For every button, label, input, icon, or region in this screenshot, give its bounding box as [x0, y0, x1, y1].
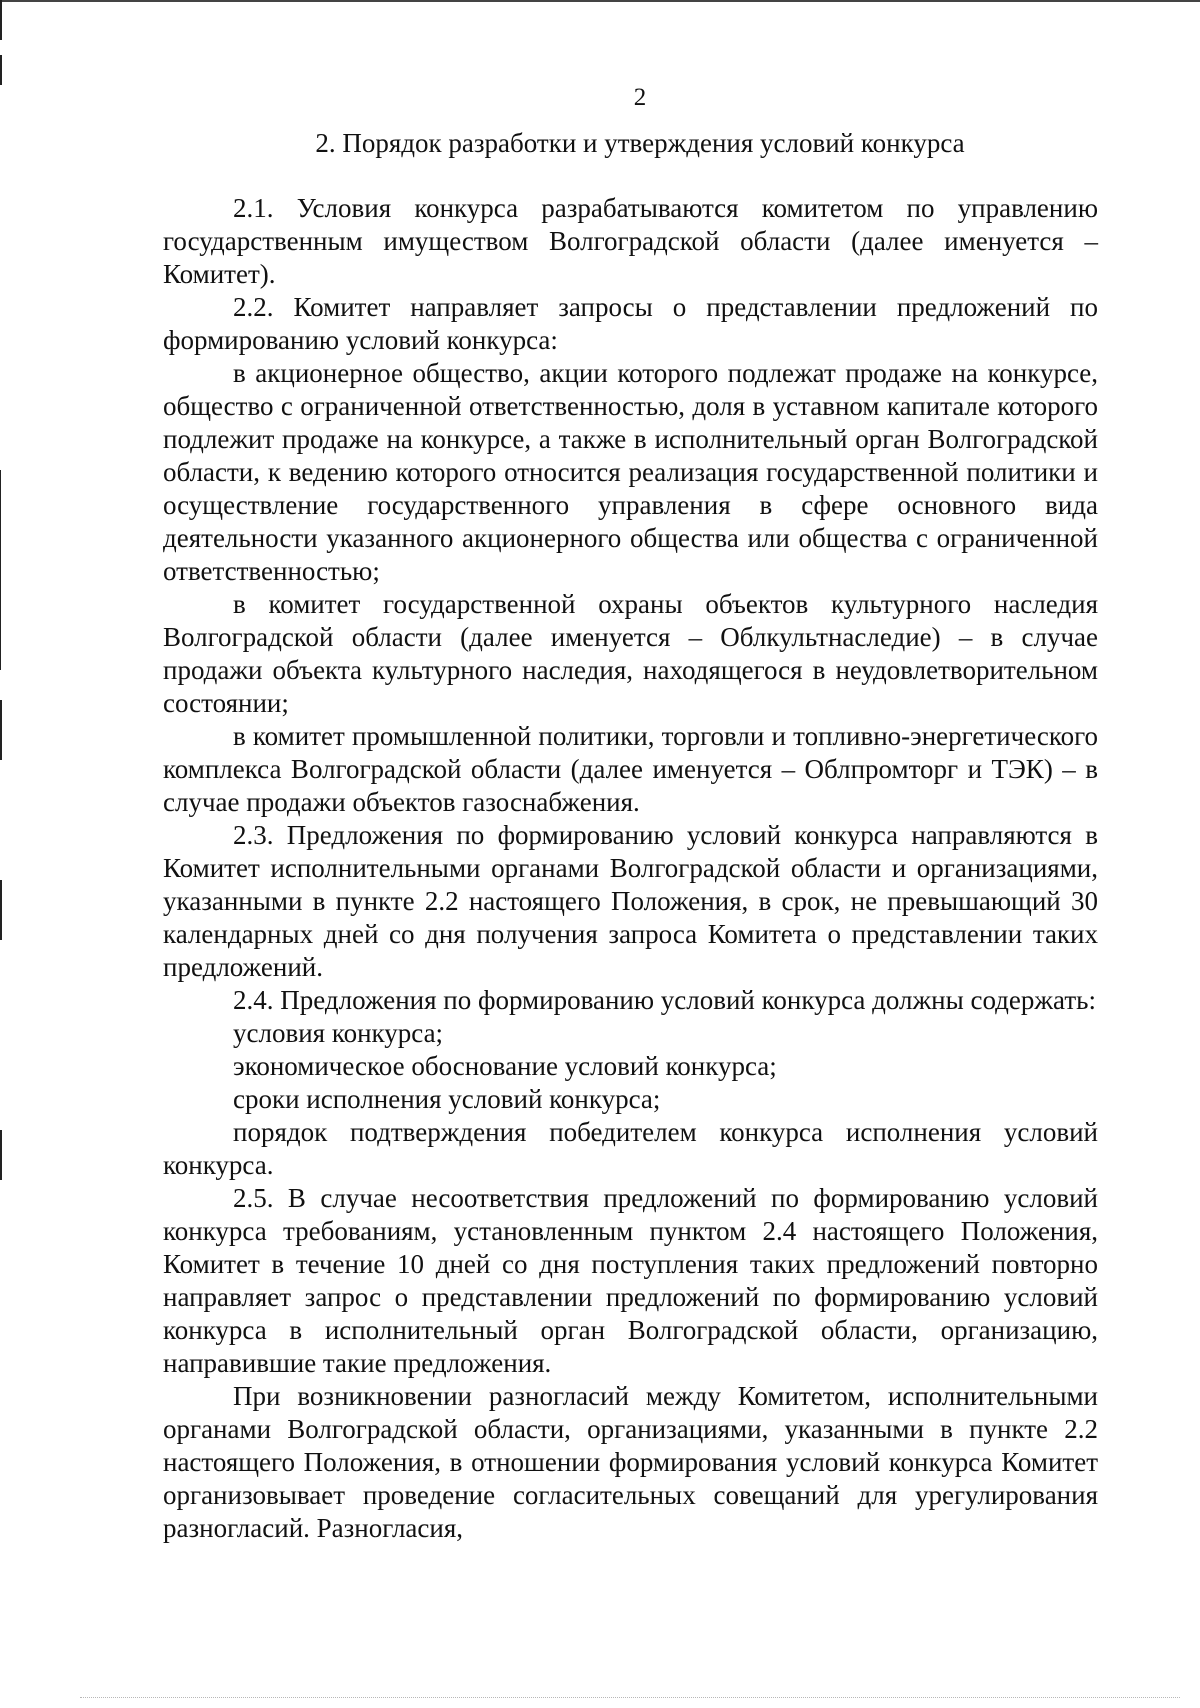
- section-title: 2. Порядок разработки и утверждения условий конкурса: [315, 128, 965, 158]
- scan-edge-mark: [0, 55, 2, 85]
- scan-edge-mark: [0, 880, 2, 940]
- paragraph-2-4-item-3: сроки исполнения условий конкурса;: [233, 1084, 661, 1114]
- paragraph-2-4-item-2: экономическое обоснование условий конкурса;: [233, 1051, 777, 1081]
- paragraph-2-2-item-1: в акционерное общество, акции которого подлежат продаже на конкурсе, общество с ограниченной ответственностью, доля в уставном капитале которого подлежит продаже на конкурсе, а также в исполнительный орган Волгоградской области, к ведению которого относится реализация государственной политики и осуществление государственного управления в сфере основного вида деятельности указанного акционерного общества или общества с ограниченной ответственностью;: [163, 358, 1098, 586]
- scan-bottom-edge: [80, 1697, 1180, 1704]
- paragraph-2-1: 2.1. Условия конкурса разрабатываются комитетом по управлению государственным имуществом Волгоградской области (далее именуется – Комитет).: [163, 193, 1098, 289]
- paragraph-2-2-item-3: в комитет промышленной политики, торговли и топливно-энергетического комплекса Волгоградской области (далее именуется – Облпромторг и ТЭК) – в случае продажи объектов газоснабжения.: [163, 721, 1098, 817]
- paragraph-2-5-continued: При возникновении разногласий между Комитетом, исполнительными органами Волгоградской области, организациями, указанными в пункте 2.2 настоящего Положения, в отношении формирования условий конкурса Комитет организовывает проведение согласительных совещаний для урегулирования разногласий. Разногласия,: [163, 1381, 1098, 1543]
- document-body: [163, 192, 1098, 1545]
- scan-top-edge: [0, 0, 1200, 2]
- scan-edge-mark: [0, 700, 2, 760]
- paragraph-2-3: 2.3. Предложения по формированию условий конкурса направляются в Комитет исполнительными органами Волгоградской области и организациями, указанными в пункте 2.2 настоящего Положения, в срок, не превышающий 30 календарных дней со дня получения запроса Комитета о представлении таких предложений.: [163, 820, 1098, 982]
- paragraph-2-5: 2.5. В случае несоответствия предложений по формированию условий конкурса требованиям, установленным пунктом 2.4 настоящего Положения, Комитет в течение 10 дней со дня поступления таких предложений повторно направляет запрос о представлении предложений по формированию условий конкурса в исполнительный орган Волгоградской области, организацию, направившие такие предложения.: [163, 1183, 1098, 1378]
- scan-edge-mark: [0, 0, 2, 40]
- paragraph-2-4-item-4: порядок подтверждения победителем конкурса исполнения условий конкурса.: [163, 1117, 1098, 1180]
- page-number: 2: [633, 84, 647, 111]
- paragraph-2-2-item-2: в комитет государственной охраны объектов культурного наследия Волгоградской области (далее именуется – Облкультнаследие) – в случае продажи объекта культурного наследия, находящегося в неудовлетворительном состоянии;: [163, 589, 1098, 718]
- paragraph-2-4: 2.4. Предложения по формированию условий конкурса должны содержать:: [233, 985, 1096, 1015]
- paragraph-2-4-item-1: условия конкурса;: [233, 1018, 444, 1048]
- scan-edge-mark: [0, 470, 1, 670]
- scan-edge-mark: [0, 1130, 2, 1180]
- paragraph-2-2: 2.2. Комитет направляет запросы о представлении предложений по формированию условий конкурса:: [163, 292, 1098, 355]
